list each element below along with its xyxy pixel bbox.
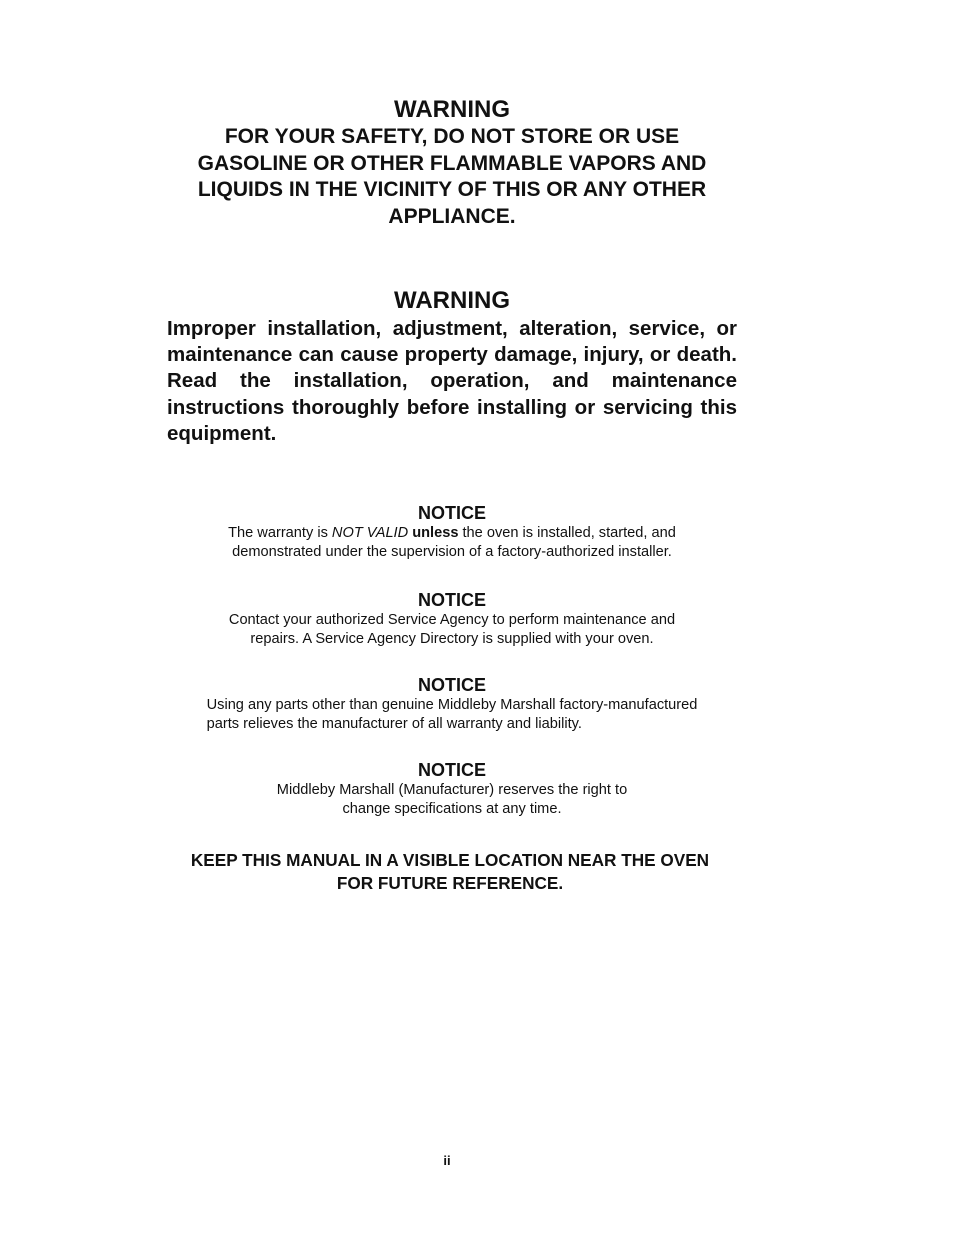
warning-flammable-section: [150, 96, 754, 230]
notice-text-line: The warranty is NOT VALID unless the oven is installed, started, and: [228, 525, 676, 541]
keep-manual-line: KEEP THIS MANUAL IN A VISIBLE LOCATION NEAR THE OVEN: [190, 850, 710, 870]
warning-line: FOR YOUR SAFETY, DO NOT STORE OR USE: [224, 125, 680, 148]
notice-text-line: Middleby Marshall (Manufacturer) reserves the right to: [276, 782, 628, 798]
keep-manual-line: FOR FUTURE REFERENCE.: [336, 872, 564, 893]
notice-genuine-parts: [150, 674, 754, 734]
notice-title: NOTICE: [417, 760, 486, 780]
notice-title: NOTICE: [417, 590, 486, 610]
notice-service-agency: [150, 589, 754, 649]
page-number: ii: [443, 1153, 451, 1168]
notice-text-line: parts relieves the manufacturer of all warranty and liability.: [206, 716, 582, 732]
notice-text-line: repairs. A Service Agency Directory is supplied with your oven.: [250, 631, 654, 647]
not-valid-emphasis: NOT VALID: [331, 525, 409, 541]
notice-title: NOTICE: [417, 675, 486, 695]
keep-manual-notice: [130, 849, 770, 894]
notice-warranty: [150, 502, 754, 562]
unless-emphasis: unless: [408, 525, 459, 541]
notice-text-line: Contact your authorized Service Agency to perform maintenance and: [228, 612, 676, 628]
warning-body: Improper installation, adjustment, alteration, service, or maintenance can cause property damage, injury, or death. Read the installation, operation, and maintenance instructions thoroughly before installing or servicing this equipment.: [167, 317, 737, 445]
warning-title: WARNING: [394, 287, 510, 314]
notice-text-line: Using any parts other than genuine Middleby Marshall factory-manufactured: [206, 697, 698, 713]
warning-title: WARNING: [394, 96, 510, 123]
warning-installation-section: [167, 287, 737, 447]
warning-line: APPLIANCE.: [388, 204, 516, 228]
warning-line: GASOLINE OR OTHER FLAMMABLE VAPORS AND: [197, 151, 707, 175]
notice-specifications: [150, 759, 754, 819]
warning-line: LIQUIDS IN THE VICINITY OF THIS OR ANY OTHER: [197, 178, 707, 201]
notice-text-line: change specifications at any time.: [342, 801, 562, 817]
notice-text-line: demonstrated under the supervision of a factory-authorized installer.: [232, 544, 672, 560]
notice-title: NOTICE: [417, 503, 486, 523]
